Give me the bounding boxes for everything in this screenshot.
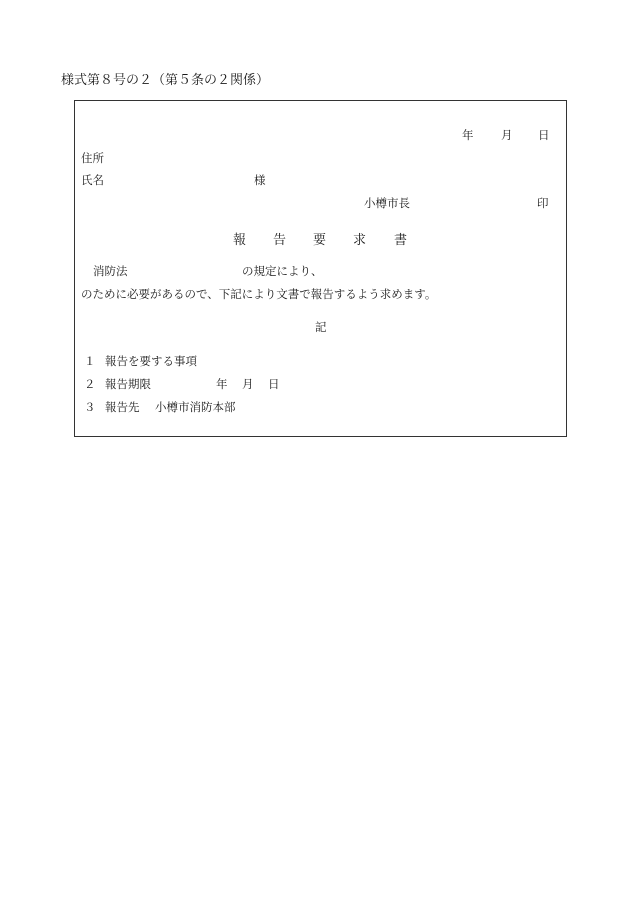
honorific-label: 様 — [254, 173, 266, 187]
item-3-label: 報告先 — [105, 400, 140, 414]
issuer-title: 小樽市長 — [364, 196, 410, 210]
name-label: 氏名 — [81, 173, 104, 187]
doc-title-char-4: 求 — [353, 233, 367, 248]
request-sentence: のために必要があるので、下記により文書で報告するよう求めます。 — [81, 287, 437, 301]
doc-title-char-5: 書 — [394, 233, 408, 248]
date-month-label: 月 — [501, 128, 513, 142]
item-3-number: ３ — [84, 400, 96, 414]
doc-title-char-1: 報 — [233, 233, 247, 248]
item-2-number: ２ — [84, 377, 96, 391]
seal-mark: 印 — [537, 196, 549, 210]
item-2-label: 報告期限 — [105, 377, 151, 391]
date-year-label: 年 — [462, 128, 474, 142]
deadline-day-label: 日 — [268, 377, 280, 391]
ki-heading: 記 — [315, 320, 327, 334]
doc-title-char-2: 告 — [273, 233, 287, 248]
law-name: 消防法 — [93, 264, 128, 278]
report-destination: 小樽市消防本部 — [155, 400, 236, 414]
date-day-label: 日 — [538, 128, 550, 142]
doc-title-char-3: 要 — [313, 233, 327, 248]
address-label: 住所 — [81, 151, 104, 165]
item-1-number: １ — [84, 354, 96, 368]
deadline-month-label: 月 — [242, 377, 254, 391]
deadline-year-label: 年 — [216, 377, 228, 391]
item-1-label: 報告を要する事項 — [105, 354, 197, 368]
form-number-title: 様式第８号の２（第５条の２関係） — [61, 73, 270, 88]
provision-text: の規定により、 — [242, 264, 323, 278]
